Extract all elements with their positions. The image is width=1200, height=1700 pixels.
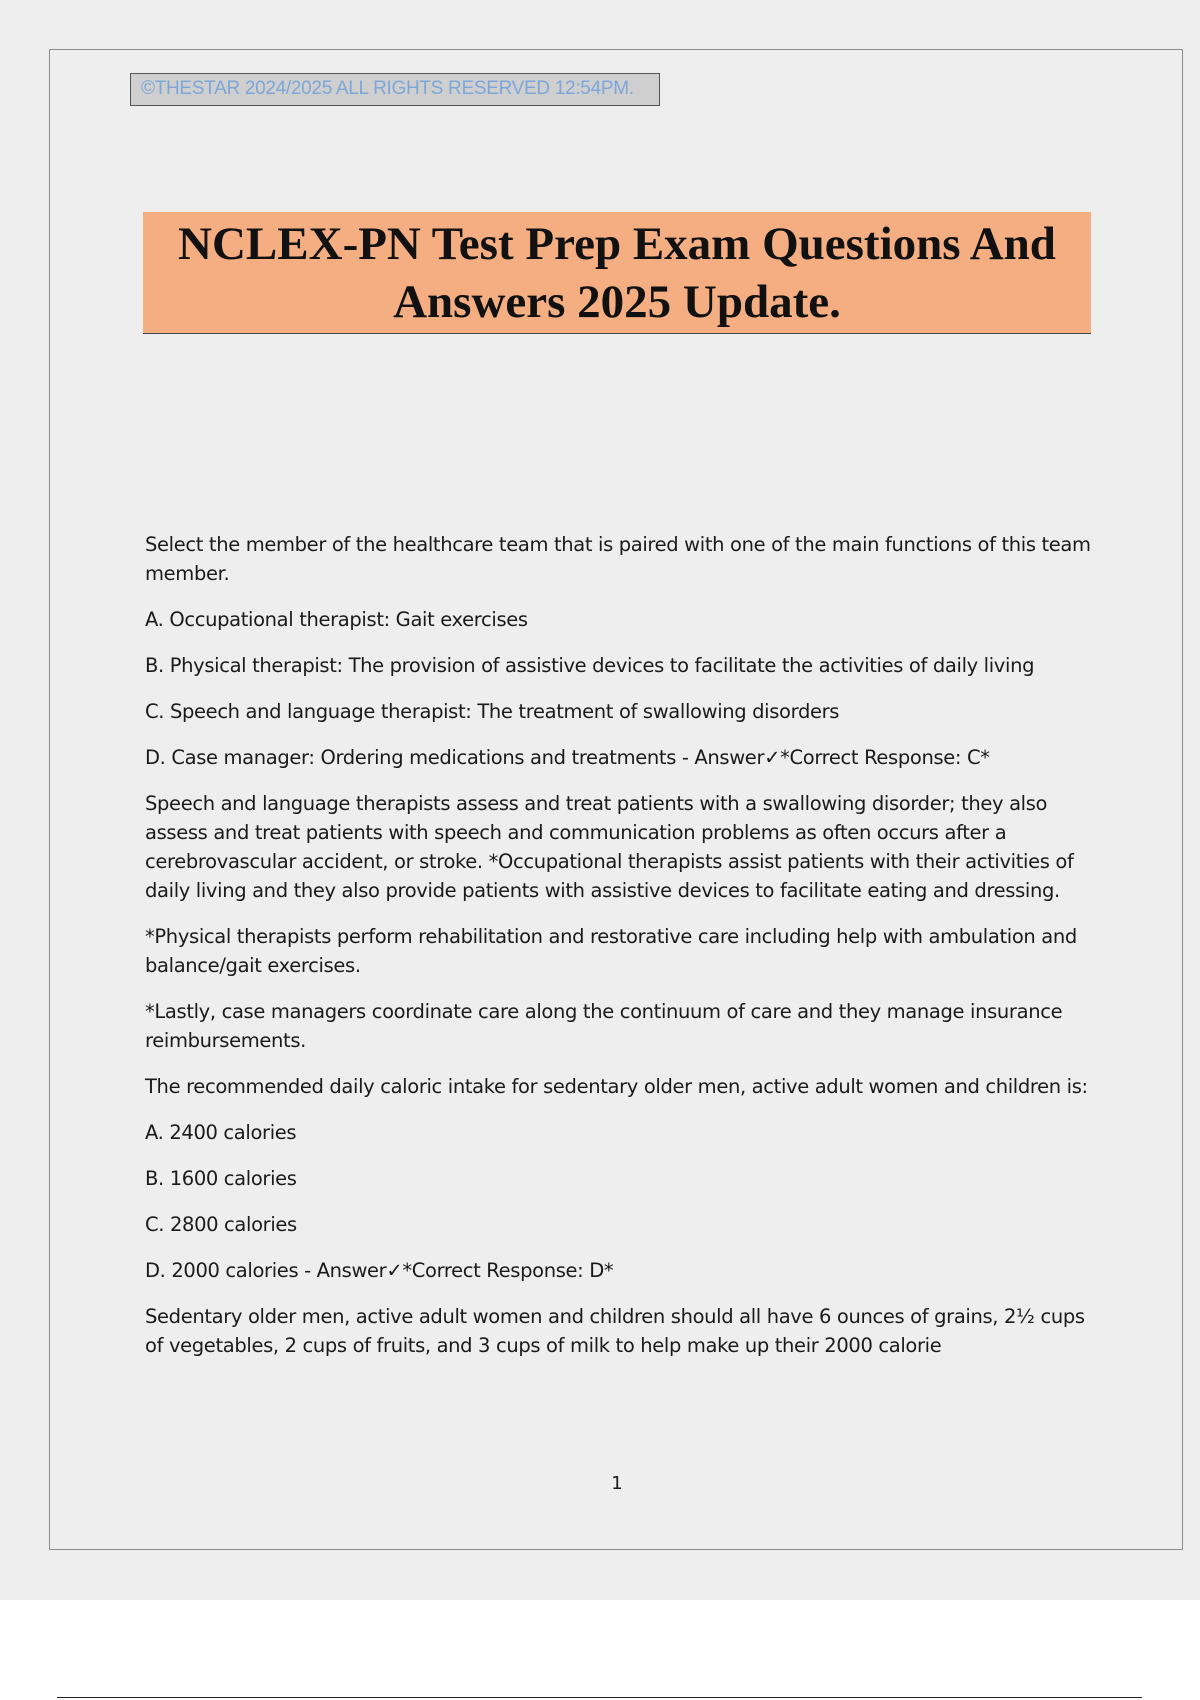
question-2-option-d-answer: D. 2000 calories - Answer✓*Correct Response: D* — [145, 1259, 614, 1282]
question-1-option-d-answer: D. Case manager: Ordering medications and treatments - Answer✓*Correct Response: C* — [145, 746, 990, 769]
question-1-rationale-case-manager: *Lastly, case managers coordinate care along the continuum of care and they manage insurance reimbursements. — [145, 1000, 1063, 1052]
question-2-rationale: Sedentary older men, active adult women and children should all have 6 ounces of grains, 2½ cups of vegetables, 2 cups of fruits, and 3 cups of milk to help make up their 2000 calorie — [145, 1305, 1085, 1357]
question-1-option-a: A. Occupational therapist: Gait exercises — [145, 608, 528, 631]
question-1-option-b: B. Physical therapist: The provision of assistive devices to facilitate the activities of daily living — [145, 654, 1035, 677]
document-title — [143, 212, 1091, 334]
copyright-watermark: ©THESTAR 2024/2025 ALL RIGHTS RESERVED 12:54PM. — [130, 73, 660, 106]
next-page-divider — [57, 1697, 1142, 1698]
question-2-stem: The recommended daily caloric intake for sedentary older men, active adult women and children is: — [145, 1075, 1088, 1098]
question-1-rationale-physical: *Physical therapists perform rehabilitation and restorative care including help with ambulation and balance/gait exercises. — [145, 925, 1077, 977]
title-line-1: NCLEX-PN Test Prep Exam Questions And — [178, 218, 1056, 270]
question-1-stem: Select the member of the healthcare team that is paired with one of the main functions of this team member. — [145, 533, 1091, 585]
question-2-option-c: C. 2800 calories — [145, 1213, 297, 1236]
title-line-2: Answers 2025 Update. — [393, 276, 841, 328]
question-2-option-a: A. 2400 calories — [145, 1121, 297, 1144]
page-number: 1 — [611, 1473, 623, 1494]
question-1-option-c: C. Speech and language therapist: The treatment of swallowing disorders — [145, 700, 840, 723]
question-2-option-b: B. 1600 calories — [145, 1167, 297, 1190]
question-1-rationale: Speech and language therapists assess and treat patients with a swallowing disorder; they also assess and treat patients with speech and communication problems as often occurs after a cerebrovascular accident, or stroke. *Occupational therapists assist patients with their activities of daily living and they also provide patients with assistive devices to facilitate eating and dressing. — [145, 792, 1074, 902]
document-body — [145, 530, 1095, 1377]
